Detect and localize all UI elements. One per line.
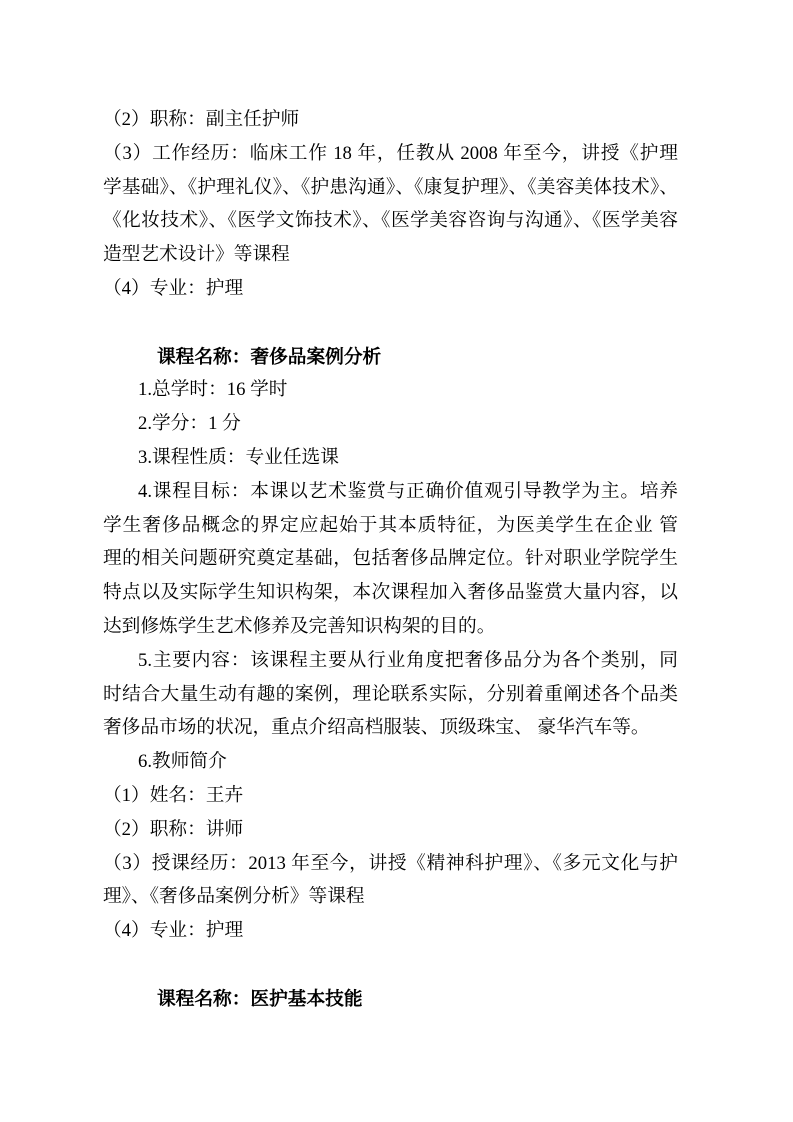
course-luxury-credits: 2.学分：1 分 [138, 413, 241, 435]
blank-spacer-1 [103, 306, 678, 340]
course-medical-heading: 课程名称：医护基本技能 [157, 987, 363, 1009]
course-luxury-objective-line-4: 特点以及实际学生知识构架，本次课程加入奢侈品鉴赏大量内容，以 [103, 582, 678, 604]
course-luxury-teacher-intro: 6.教师简介 [138, 751, 227, 773]
course-luxury-objective-line-3: 理的相关问题研究奠定基础，包括奢侈品牌定位。针对职业学院学生 [103, 548, 678, 570]
teacher-prev-title: （2）职称：副主任护师 [103, 109, 300, 130]
course-luxury-objective-line-1: 4.课程目标：本课以艺术鉴赏与正确价值观引导教学为主。培养 [138, 480, 678, 502]
course-luxury-main-content-line-1: 5.主要内容：该课程主要从行业角度把奢侈品分为各个类别，同 [138, 649, 678, 671]
course-luxury-main-content-line-3: 奢侈品市场的状况，重点介绍高档服装、顶级珠宝、 豪华汽车等。 [103, 717, 650, 739]
teacher-wanghui-title: （2）职称：讲师 [103, 818, 244, 840]
teacher-prev-experience-line-4: 造型艺术设计》等课程 [103, 244, 290, 266]
teacher-prev-major: （4）专业：护理 [103, 277, 244, 299]
teacher-prev-experience-line-2: 学基础》、《护理礼仪》、《护患沟通》、《康复护理》、《美容美体技术》、 [103, 176, 678, 198]
course-luxury-total-hours: 1.总学时：16 学时 [138, 379, 288, 401]
document-content [103, 103, 678, 1016]
teacher-wanghui-major: （4）专业：护理 [103, 920, 244, 942]
blank-spacer-2 [103, 948, 678, 982]
teacher-wanghui-experience-line-2: 理》、《奢侈品案例分析》等课程 [103, 886, 365, 908]
teacher-wanghui-name: （1）姓名：王卉 [103, 784, 244, 806]
course-luxury-objective-line-5: 达到修炼学生艺术修养及完善知识构架的目的。 [103, 615, 496, 637]
course-luxury-nature: 3.课程性质：专业任选课 [138, 446, 339, 468]
course-luxury-main-content-line-2: 时结合大量生动有趣的案例，理论联系实际，分别着重阐述各个品类 [103, 683, 678, 705]
course-luxury-heading: 课程名称：奢侈品案例分析 [157, 345, 382, 367]
teacher-prev-experience-line-1: （3）工作经历：临床工作 18 年，任教从 2008 年至今，讲授《护理 [103, 142, 678, 164]
teacher-prev-experience-line-3: 《化妆技术》、《医学文饰技术》、《医学美容咨询与沟通》、《医学美容 [103, 210, 678, 232]
course-luxury-objective-line-2: 学生奢侈品概念的界定应起始于其本质特征，为医美学生在企业 管 [103, 514, 678, 536]
teacher-wanghui-experience-line-1: （3）授课经历：2013 年至今，讲授《精神科护理》、《多元文化与护 [103, 852, 678, 874]
